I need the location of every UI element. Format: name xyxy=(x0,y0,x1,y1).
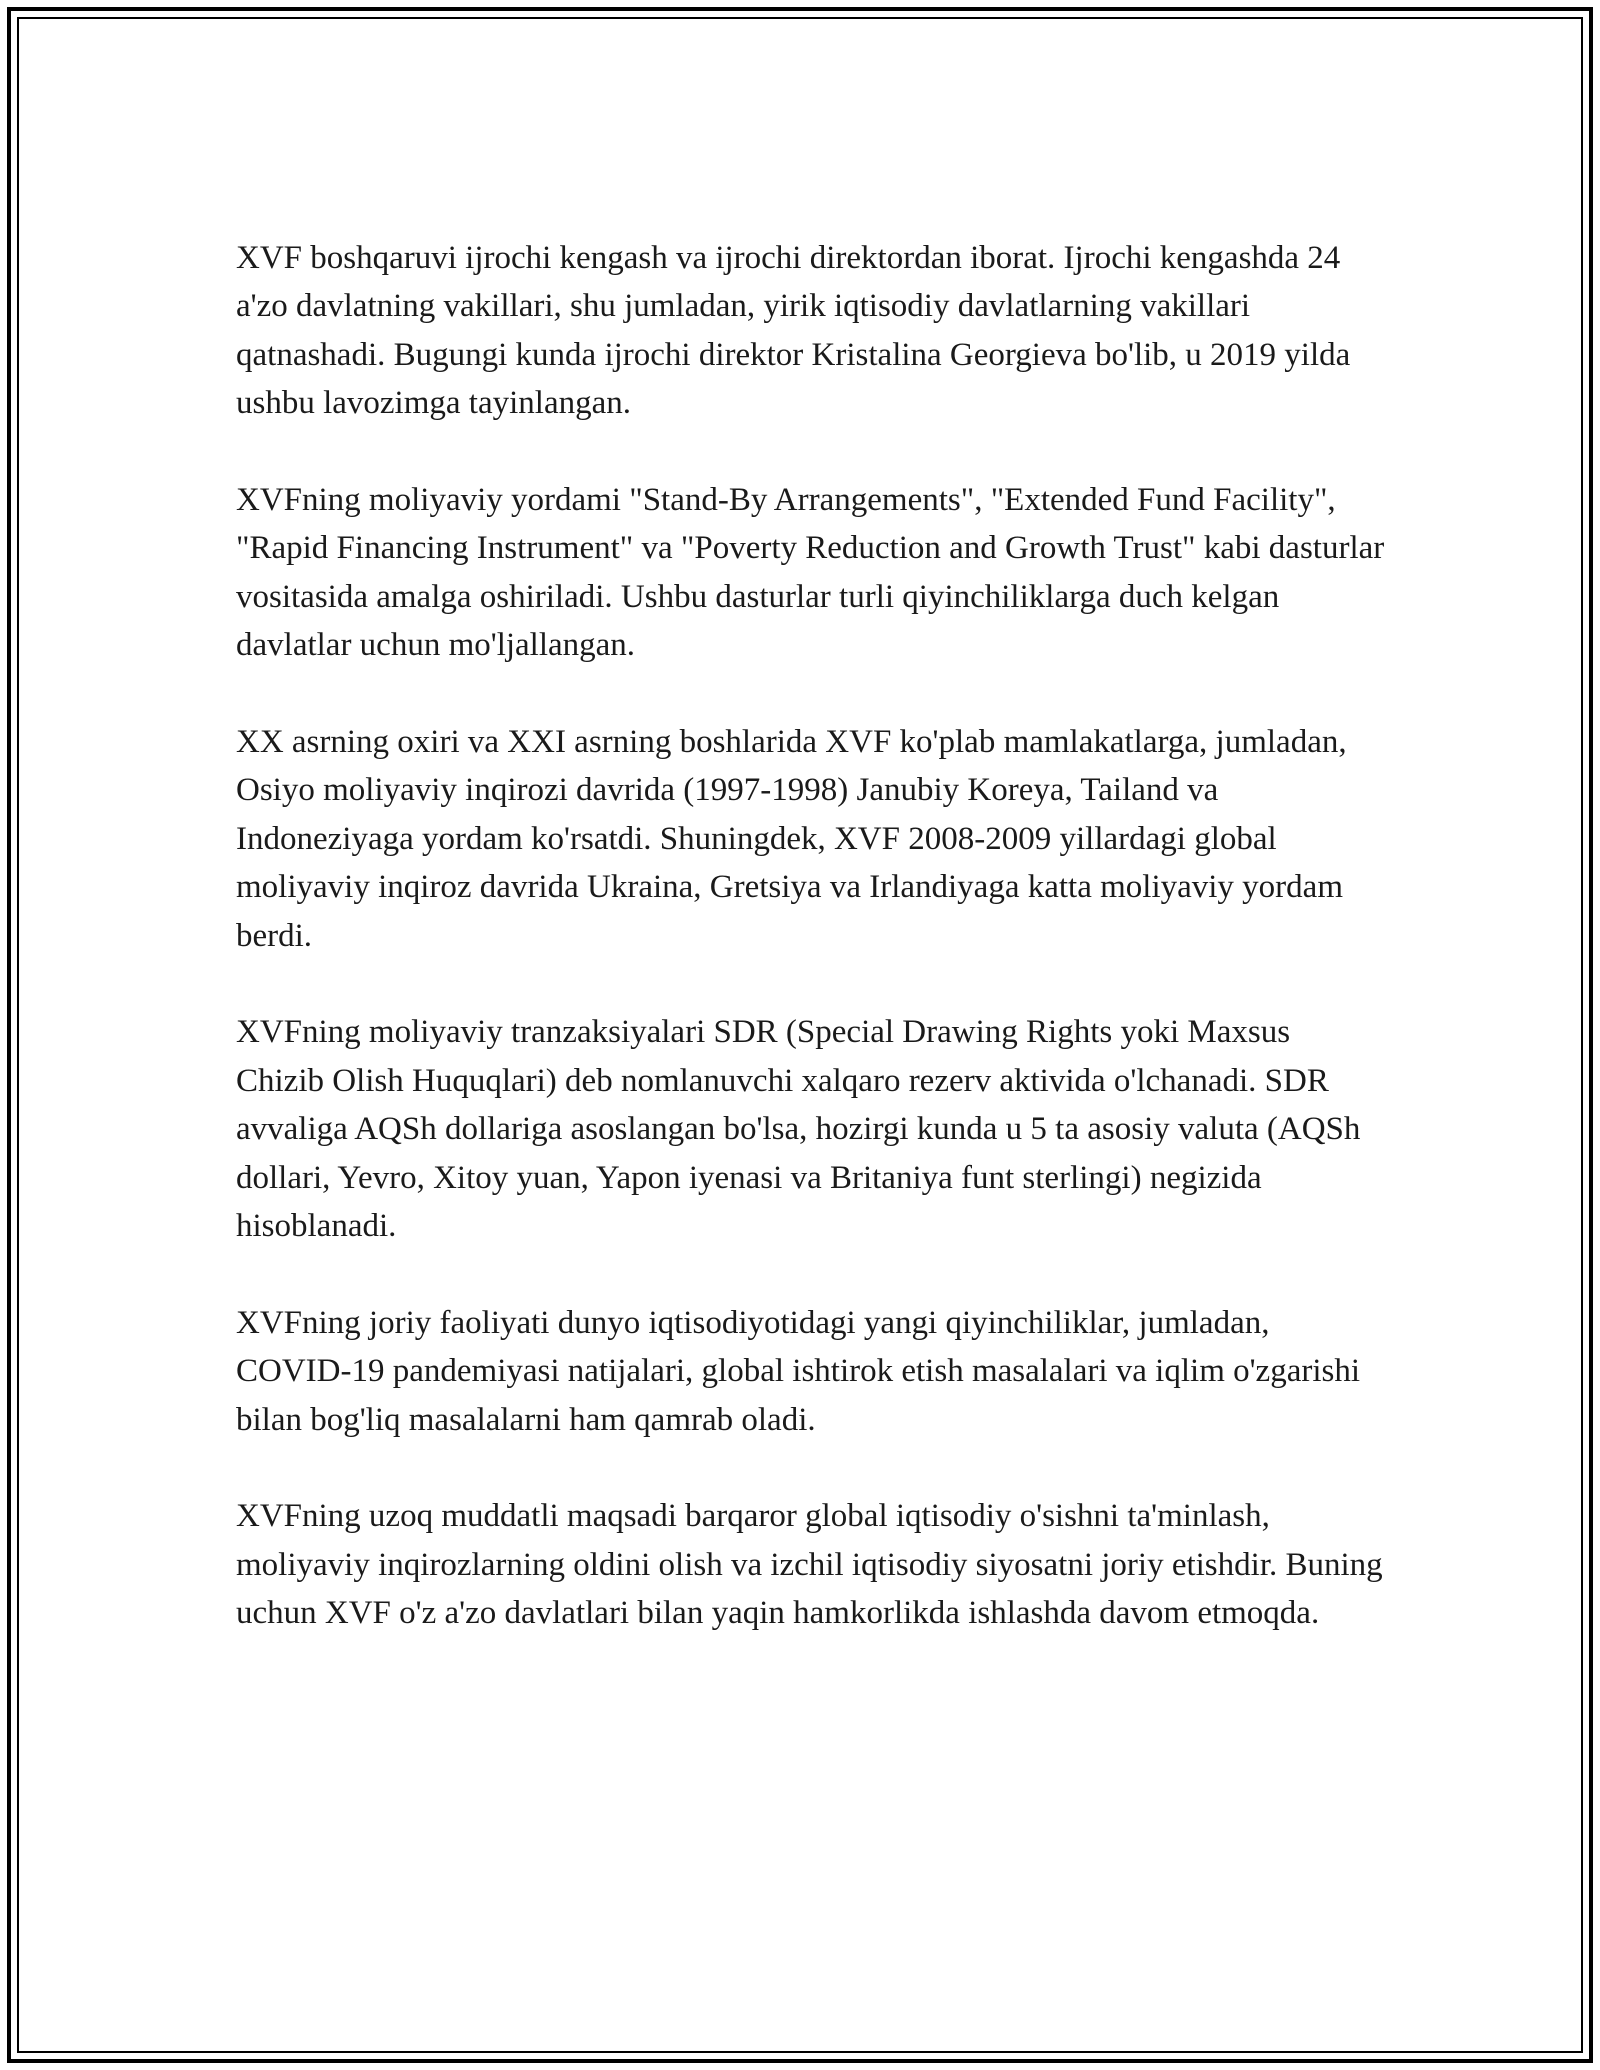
paragraph-financial-programs: XVFning moliyaviy yordami "Stand-By Arrangements", "Extended Fund Facility", "Rapid Financing Instrument" va "Poverty Reduction and Growth Trust" kabi dasturlar vositasida amalga oshiriladi. Ushbu dasturlar turli qiyinchiliklarga duch kelgan davlatlar uchun mo'ljallangan. xyxy=(236,482,1385,664)
paragraph-long-term-goal: XVFning uzoq muddatli maqsadi barqaror global iqtisodiy o'sishni ta'minlash, moliyaviy inqirozlarning oldini olish va izchil iqtisodiy siyosatni joriy etishdir. Buning uchun XVF o'z a'zo davlatlari bilan yaqin hamkorlikda ishlashda davom etmoqda. xyxy=(236,1498,1383,1632)
paragraph-crisis-assistance: XX asrning oxiri va XXI asrning boshlarida XVF ko'plab mamlakatlarga, jumladan, Osiyo moliyaviy inqirozi davrida (1997-1998) Janubiy Koreya, Tailand va Indoneziyaga yordam ko'rsatdi. Shuningdek, XVF 2008-2009 yillardagi global moliyaviy inqiroz davrida Ukraina, Gretsiya va Irlandiyaga katta moliyaviy yordam berdi. xyxy=(236,724,1347,954)
paragraph-current-activity: XVFning joriy faoliyati dunyo iqtisodiyotidagi yangi qiyinchiliklar, jumladan, COVID-19 pandemiyasi natijalari, global ishtirok etish masalalari va iqlim o'zgarishi bilan bog'liq masalalarni ham qamrab oladi. xyxy=(236,1304,1361,1438)
paragraph-governance: XVF boshqaruvi ijrochi kengash va ijrochi direktordan iborat. Ijrochi kengashda 24 a'zo davlatning vakillari, shu jumladan, yirik iqtisodiy davlatlarning vakillari qatnashadi. Bugungi kunda ijrochi direktor Kristalina Georgieva bo'lib, u 2019 yilda ushbu lavozimga tayinlangan. xyxy=(236,240,1351,422)
paragraph-sdr: XVFning moliyaviy tranzaksiyalari SDR (Special Drawing Rights yoki Maxsus Chizib Olish Huquqlari) deb nomlanuvchi xalqaro rezerv aktivida o'lchanadi. SDR avvaliga AQSh dollariga asoslangan bo'lsa, hozirgi kunda u 5 ta asosiy valuta (AQSh dollari, Yevro, Xitoy yuan, Yapon iyenasi va Britaniya funt sterlingi) negizida hisoblanadi. xyxy=(236,1014,1361,1245)
document-body xyxy=(236,234,1386,1638)
